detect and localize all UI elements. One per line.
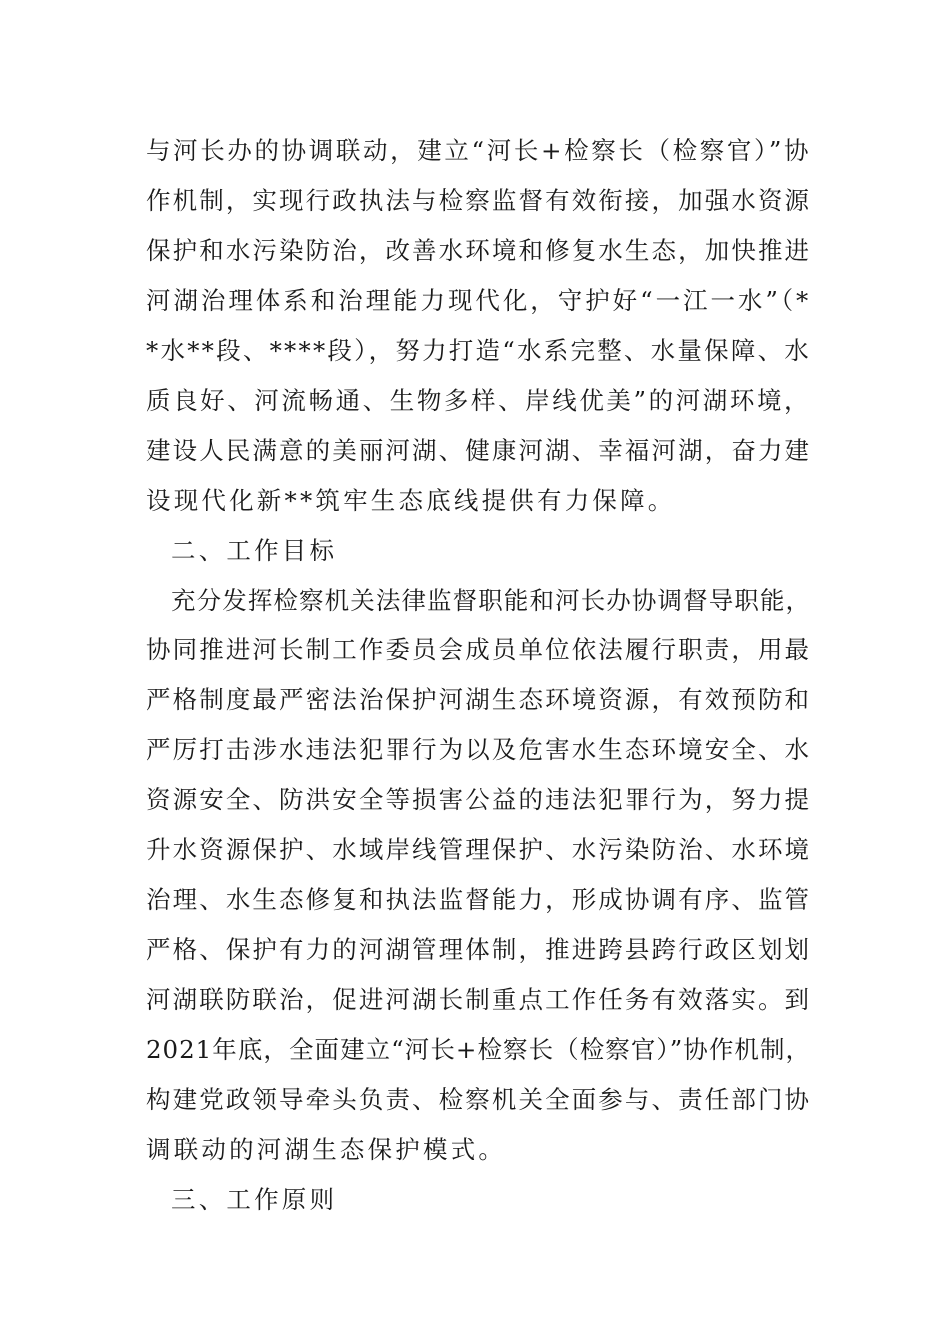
paragraph-line: 严格、保护有力的河湖管理体制，推进跨县跨行政区划划: [146, 935, 811, 964]
paragraph-line: 2021年底，全面建立“河长+检察长（检察官）”协作机制，: [146, 1035, 811, 1064]
paragraph-line: 构建党政领导牵头负责、检察机关全面参与、责任部门协: [146, 1085, 811, 1114]
paragraph-line: 与河长办的协调联动，建立“河长+检察长（检察官）”协: [146, 136, 811, 165]
paragraph-line: 设现代化新**筑牢生态底线提供有力保障。: [146, 486, 676, 515]
paragraph-line: 充分发挥检察机关法律监督职能和河长办协调督导职能，: [171, 586, 811, 615]
paragraph-line: 保护和水污染防治，改善水环境和修复水生态，加快推进: [146, 236, 811, 265]
paragraph-line: 质良好、河流畅通、生物多样、岸线优美”的河湖环境，: [146, 386, 811, 415]
paragraph-line: 严厉打击涉水违法犯罪行为以及危害水生态环境安全、水: [146, 735, 811, 764]
paragraph-line: 资源安全、防洪安全等损害公益的违法犯罪行为，努力提: [146, 785, 811, 814]
paragraph-line: 严格制度最严密法治保护河湖生态环境资源，有效预防和: [146, 685, 811, 714]
paragraph-line: 作机制，实现行政执法与检察监督有效衔接，加强水资源: [146, 186, 811, 215]
paragraph-line: 河湖治理体系和治理能力现代化，守护好“一江一水”（*: [146, 286, 812, 315]
paragraph-line: 建设人民满意的美丽河湖、健康河湖、幸福河湖，奋力建: [146, 436, 811, 465]
paragraph-line: 治理、水生态修复和执法监督能力，形成协调有序、监管: [146, 885, 811, 914]
paragraph-line: 协同推进河长制工作委员会成员单位依法履行职责，用最: [146, 635, 811, 664]
paragraph-line: *水**段、****段），努力打造“水系完整、水量保障、水: [146, 336, 811, 365]
paragraph-line: 升水资源保护、水域岸线管理保护、水污染防治、水环境: [146, 835, 811, 864]
section-heading-principles: 三、工作原则: [171, 1185, 338, 1214]
paragraph-line: 调联动的河湖生态保护模式。: [146, 1135, 507, 1164]
paragraph-line: 河湖联防联治，促进河湖长制重点工作任务有效落实。到: [146, 985, 811, 1014]
section-heading-goals: 二、工作目标: [171, 536, 338, 565]
